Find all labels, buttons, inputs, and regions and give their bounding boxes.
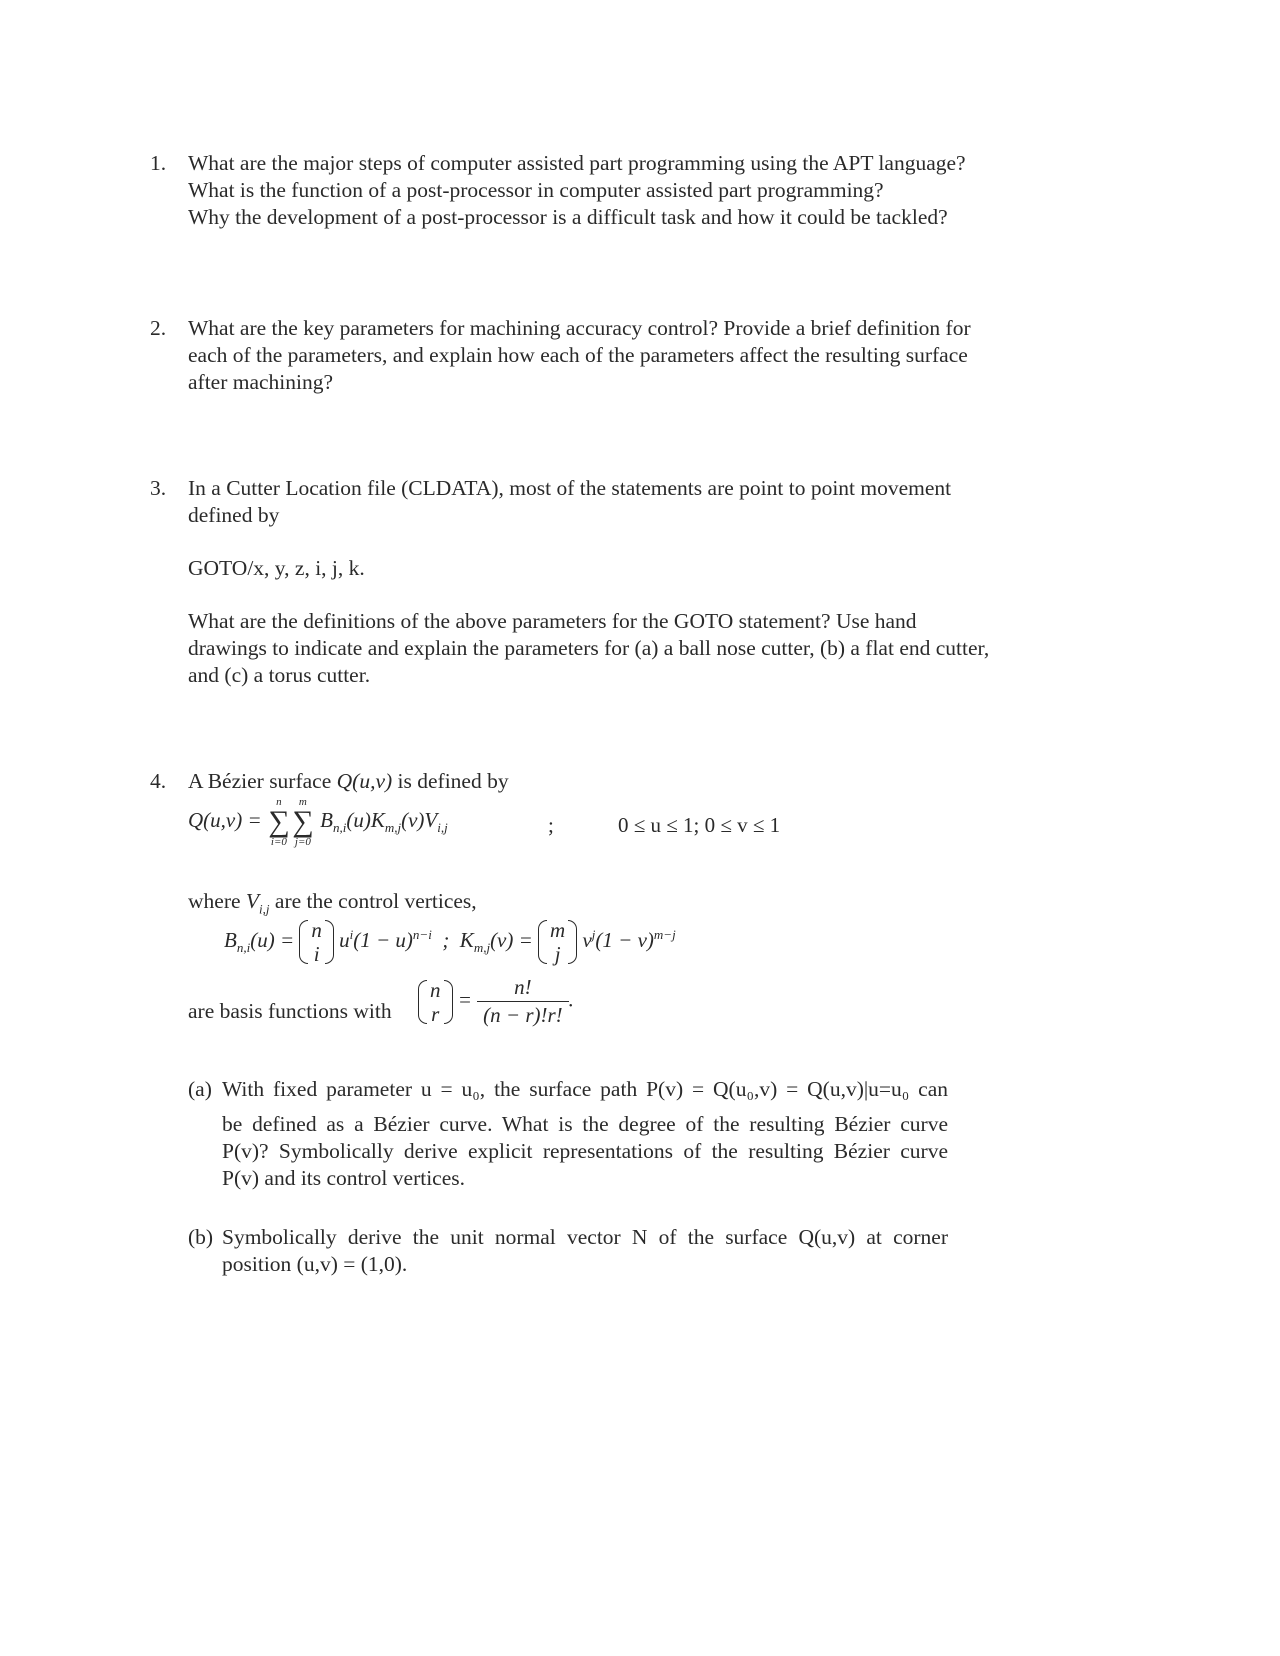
question-text-line: What are the key parameters for machining accuracy control? Provide a brief definition for [188, 316, 971, 340]
basis-label: are basis functions with [188, 999, 392, 1023]
factorial-fraction: $\frac{n!}{(n - r)!r!}$ [477, 974, 569, 1029]
question-text-line: each of the parameters, and explain how each of the parameters affect the resulting surface [188, 343, 968, 367]
where-prefix: where [188, 889, 246, 913]
bezier-surface-equation: Q(u,v) = n ∑ i=0 m ∑ j=0 $B_{n,i}(u)K_{m,j}(v)V_{i,j}$ [188, 796, 448, 848]
intro-suffix: is defined by [392, 769, 509, 793]
question-text-line: and (c) a torus cutter. [188, 663, 371, 687]
parameter-range: 0 ≤ u ≤ 1; 0 ≤ v ≤ 1 [618, 813, 781, 837]
binomial-n-r: n r [418, 978, 453, 1026]
part-a-line: P(v)? Symbolically derive explicit representations of the resulting Bézier curve [222, 1139, 948, 1163]
part-a-line: be defined as a Bézier curve. What is the degree of the resulting Bézier curve [222, 1112, 948, 1136]
question-number: 2. [150, 316, 167, 340]
question-text-line: Why the development of a post-processor is a difficult task and how it could be tackled? [188, 205, 948, 229]
question-number: 4. [150, 769, 167, 793]
question-4 [150, 768, 1050, 1288]
where-suffix: are the control vertices, [269, 889, 477, 913]
equation-lhs: Q(u,v) = [188, 807, 262, 832]
part-b-line: position (u,v) = (1,0). [222, 1252, 408, 1276]
sum-symbol-i: n ∑ i=0 [268, 796, 290, 848]
control-vertex-symbol: V [245, 889, 260, 913]
binomial-n-i: n i [299, 918, 334, 966]
part-a-label: (a) [188, 1077, 212, 1101]
equation-semicolon: ; [548, 813, 554, 837]
part-a-line: With fixed parameter u = u₀, the surface path P(v) = Q(u₀,v) = Q(u,v)|u=u₀ can [222, 1077, 948, 1101]
surface-symbol: Q(u,v) [336, 769, 393, 793]
part-a-line: P(v) and its control vertices. [222, 1166, 466, 1190]
question-text-line: What are the major steps of computer assisted part programming using the APT language? [188, 151, 966, 175]
intro-prefix: A Bézier surface [188, 769, 337, 793]
question-number: 3. [150, 476, 167, 500]
question-text-line: after machining? [188, 370, 334, 394]
basis-function-equations: $B_{n,i}(u)$ = n i $u^i(1 - u)^{n-i}$ ; $K_{m,j}(v)$ = m j $v^j(1 - v)^{m-j}$ [224, 918, 676, 966]
question-number: 1. [150, 151, 167, 175]
binomial-definition: n r = $\frac{n!}{(n - r)!r!}$ . [418, 974, 574, 1029]
equation-rhs-b: B [320, 807, 333, 832]
part-b-label: (b) [188, 1225, 214, 1249]
question-text-line: defined by [188, 503, 280, 527]
sum-symbol-j: m ∑ j=0 [292, 796, 314, 848]
question-text-line: In a Cutter Location file (CLDATA), most of the statements are point to point movement [188, 476, 952, 500]
binomial-m-j: m j [538, 918, 577, 966]
where-line: where $V_{i,j}$ are the control vertices, [188, 889, 477, 917]
question-4-intro [188, 768, 1048, 795]
goto-statement: GOTO/x, y, z, i, j, k. [188, 556, 365, 580]
question-text-line: What is the function of a post-processor in computer assisted part programming? [188, 178, 884, 202]
part-b-line: Symbolically derive the unit normal vector N of the surface Q(u,v) at corner [222, 1225, 948, 1249]
question-text-line: drawings to indicate and explain the parameters for (a) a ball nose cutter, (b) a flat end cutter, [188, 636, 990, 660]
question-text-line: What are the definitions of the above parameters for the GOTO statement? Use hand [188, 609, 917, 633]
